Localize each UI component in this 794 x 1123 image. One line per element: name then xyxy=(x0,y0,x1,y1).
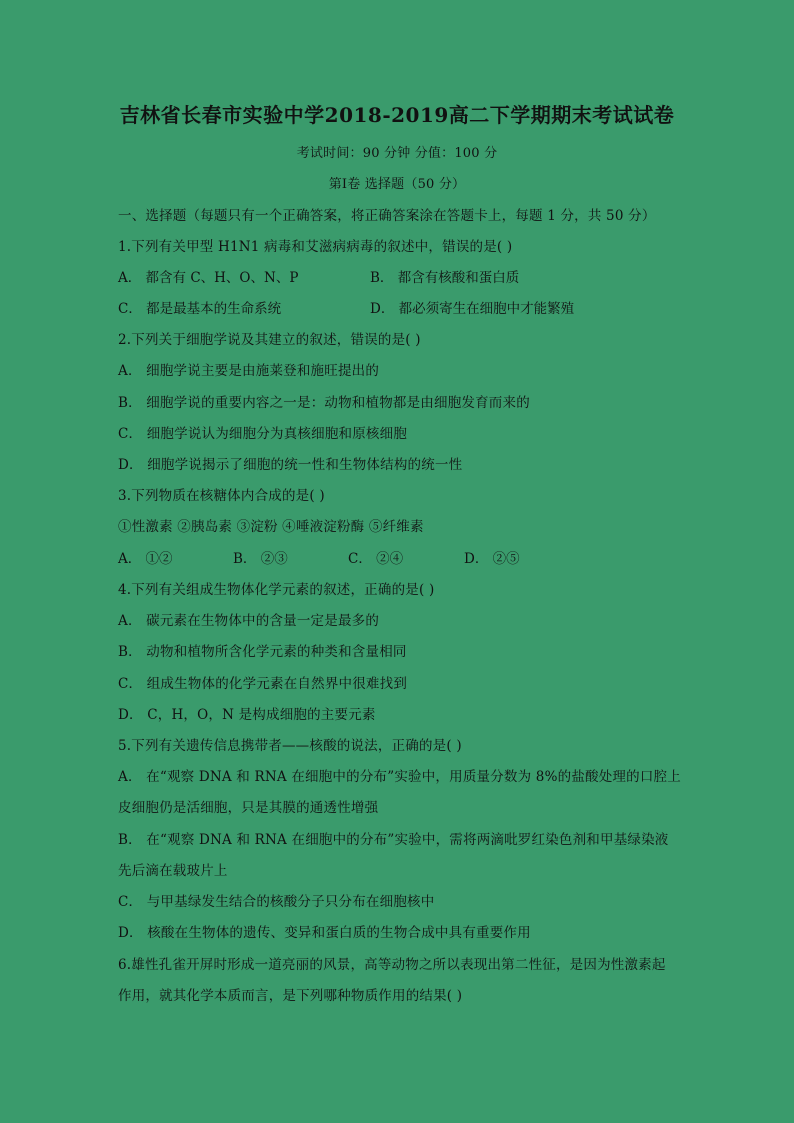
option-c: C． 都是最基本的生命系统 xyxy=(118,301,282,317)
option-c: C． 细胞学说认为细胞分为真核细胞和原核细胞 xyxy=(118,426,408,442)
option-a: A． ①② xyxy=(118,551,173,567)
option-b: B． 都含有核酸和蛋白质 xyxy=(370,270,520,286)
option-b: B． 在“观察 DNA 和 RNA 在细胞中的分布”实验中，需将两滴吡罗红染色剂和甲基绿染液 xyxy=(118,832,669,848)
question-stem: 3.下列物质在核糖体内合成的是( ) xyxy=(118,488,325,504)
question-stem: 5.下列有关遗传信息携带者——核酸的说法，正确的是( ) xyxy=(118,738,462,754)
option-b: B． ②③ xyxy=(233,551,288,567)
option-d: D． 都必须寄生在细胞中才能繁殖 xyxy=(370,301,575,317)
option-b-continued: 先后滴在载玻片上 xyxy=(118,863,228,879)
option-c: C． 与甲基绿发生结合的核酸分子只分布在细胞核中 xyxy=(118,894,435,910)
option-a: A． 细胞学说主要是由施莱登和施旺提出的 xyxy=(118,363,380,379)
option-a: A． 在“观察 DNA 和 RNA 在细胞中的分布”实验中，用质量分数为 8%的盐酸处理的口腔上 xyxy=(118,769,681,785)
option-a: A． 都含有 C、H、O、N、P xyxy=(118,270,299,286)
exam-info: 考试时间：90 分钟 分值：100 分 xyxy=(296,146,498,161)
question-stem: 6.雄性孔雀开屏时形成一道亮丽的风景，高等动物之所以表现出第二性征，是因为性激素起 xyxy=(118,957,666,973)
question-stem: 4.下列有关组成生物体化学元素的叙述，正确的是( ) xyxy=(118,582,435,598)
question-items: ①性激素 ②胰岛素 ③淀粉 ④唾液淀粉酶 ⑤纤维素 xyxy=(118,519,424,535)
exam-title: 吉林省长春市实验中学2018-2019高二下学期期末考试试卷 xyxy=(119,103,675,127)
part-intro: 一、选择题（每题只有一个正确答案，将正确答案涂在答题卡上，每题 1 分，共 50 分） xyxy=(118,208,656,224)
option-d: D． 核酸在生物体的遗传、变异和蛋白质的生物合成中具有重要作用 xyxy=(118,925,531,941)
question-stem: 1.下列有关甲型 H1N1 病毒和艾滋病病毒的叙述中，错误的是( ) xyxy=(118,239,513,255)
option-d: D． 细胞学说揭示了细胞的统一性和生物体结构的统一性 xyxy=(118,457,463,473)
option-a-continued: 皮细胞仍是活细胞，只是其膜的通透性增强 xyxy=(118,800,379,816)
option-d: D． C，H，O，N 是构成细胞的主要元素 xyxy=(118,707,376,723)
option-a: A． 碳元素在生物体中的含量一定是最多的 xyxy=(118,613,380,629)
option-c: C． 组成生物体的化学元素在自然界中很难找到 xyxy=(118,676,408,692)
question-stem-continued: 作用，就其化学本质而言，是下列哪种物质作用的结果( ) xyxy=(118,988,463,1004)
option-b: B． 细胞学说的重要内容之一是：动物和植物都是由细胞发育而来的 xyxy=(118,395,530,411)
option-b: B． 动物和植物所含化学元素的种类和含量相同 xyxy=(118,644,407,660)
section-heading: 第Ⅰ卷 选择题（50 分） xyxy=(328,177,466,192)
option-d: D． ②⑤ xyxy=(464,551,520,567)
option-c: C． ②④ xyxy=(348,551,404,567)
question-stem: 2.下列关于细胞学说及其建立的叙述，错误的是( ) xyxy=(118,332,421,348)
